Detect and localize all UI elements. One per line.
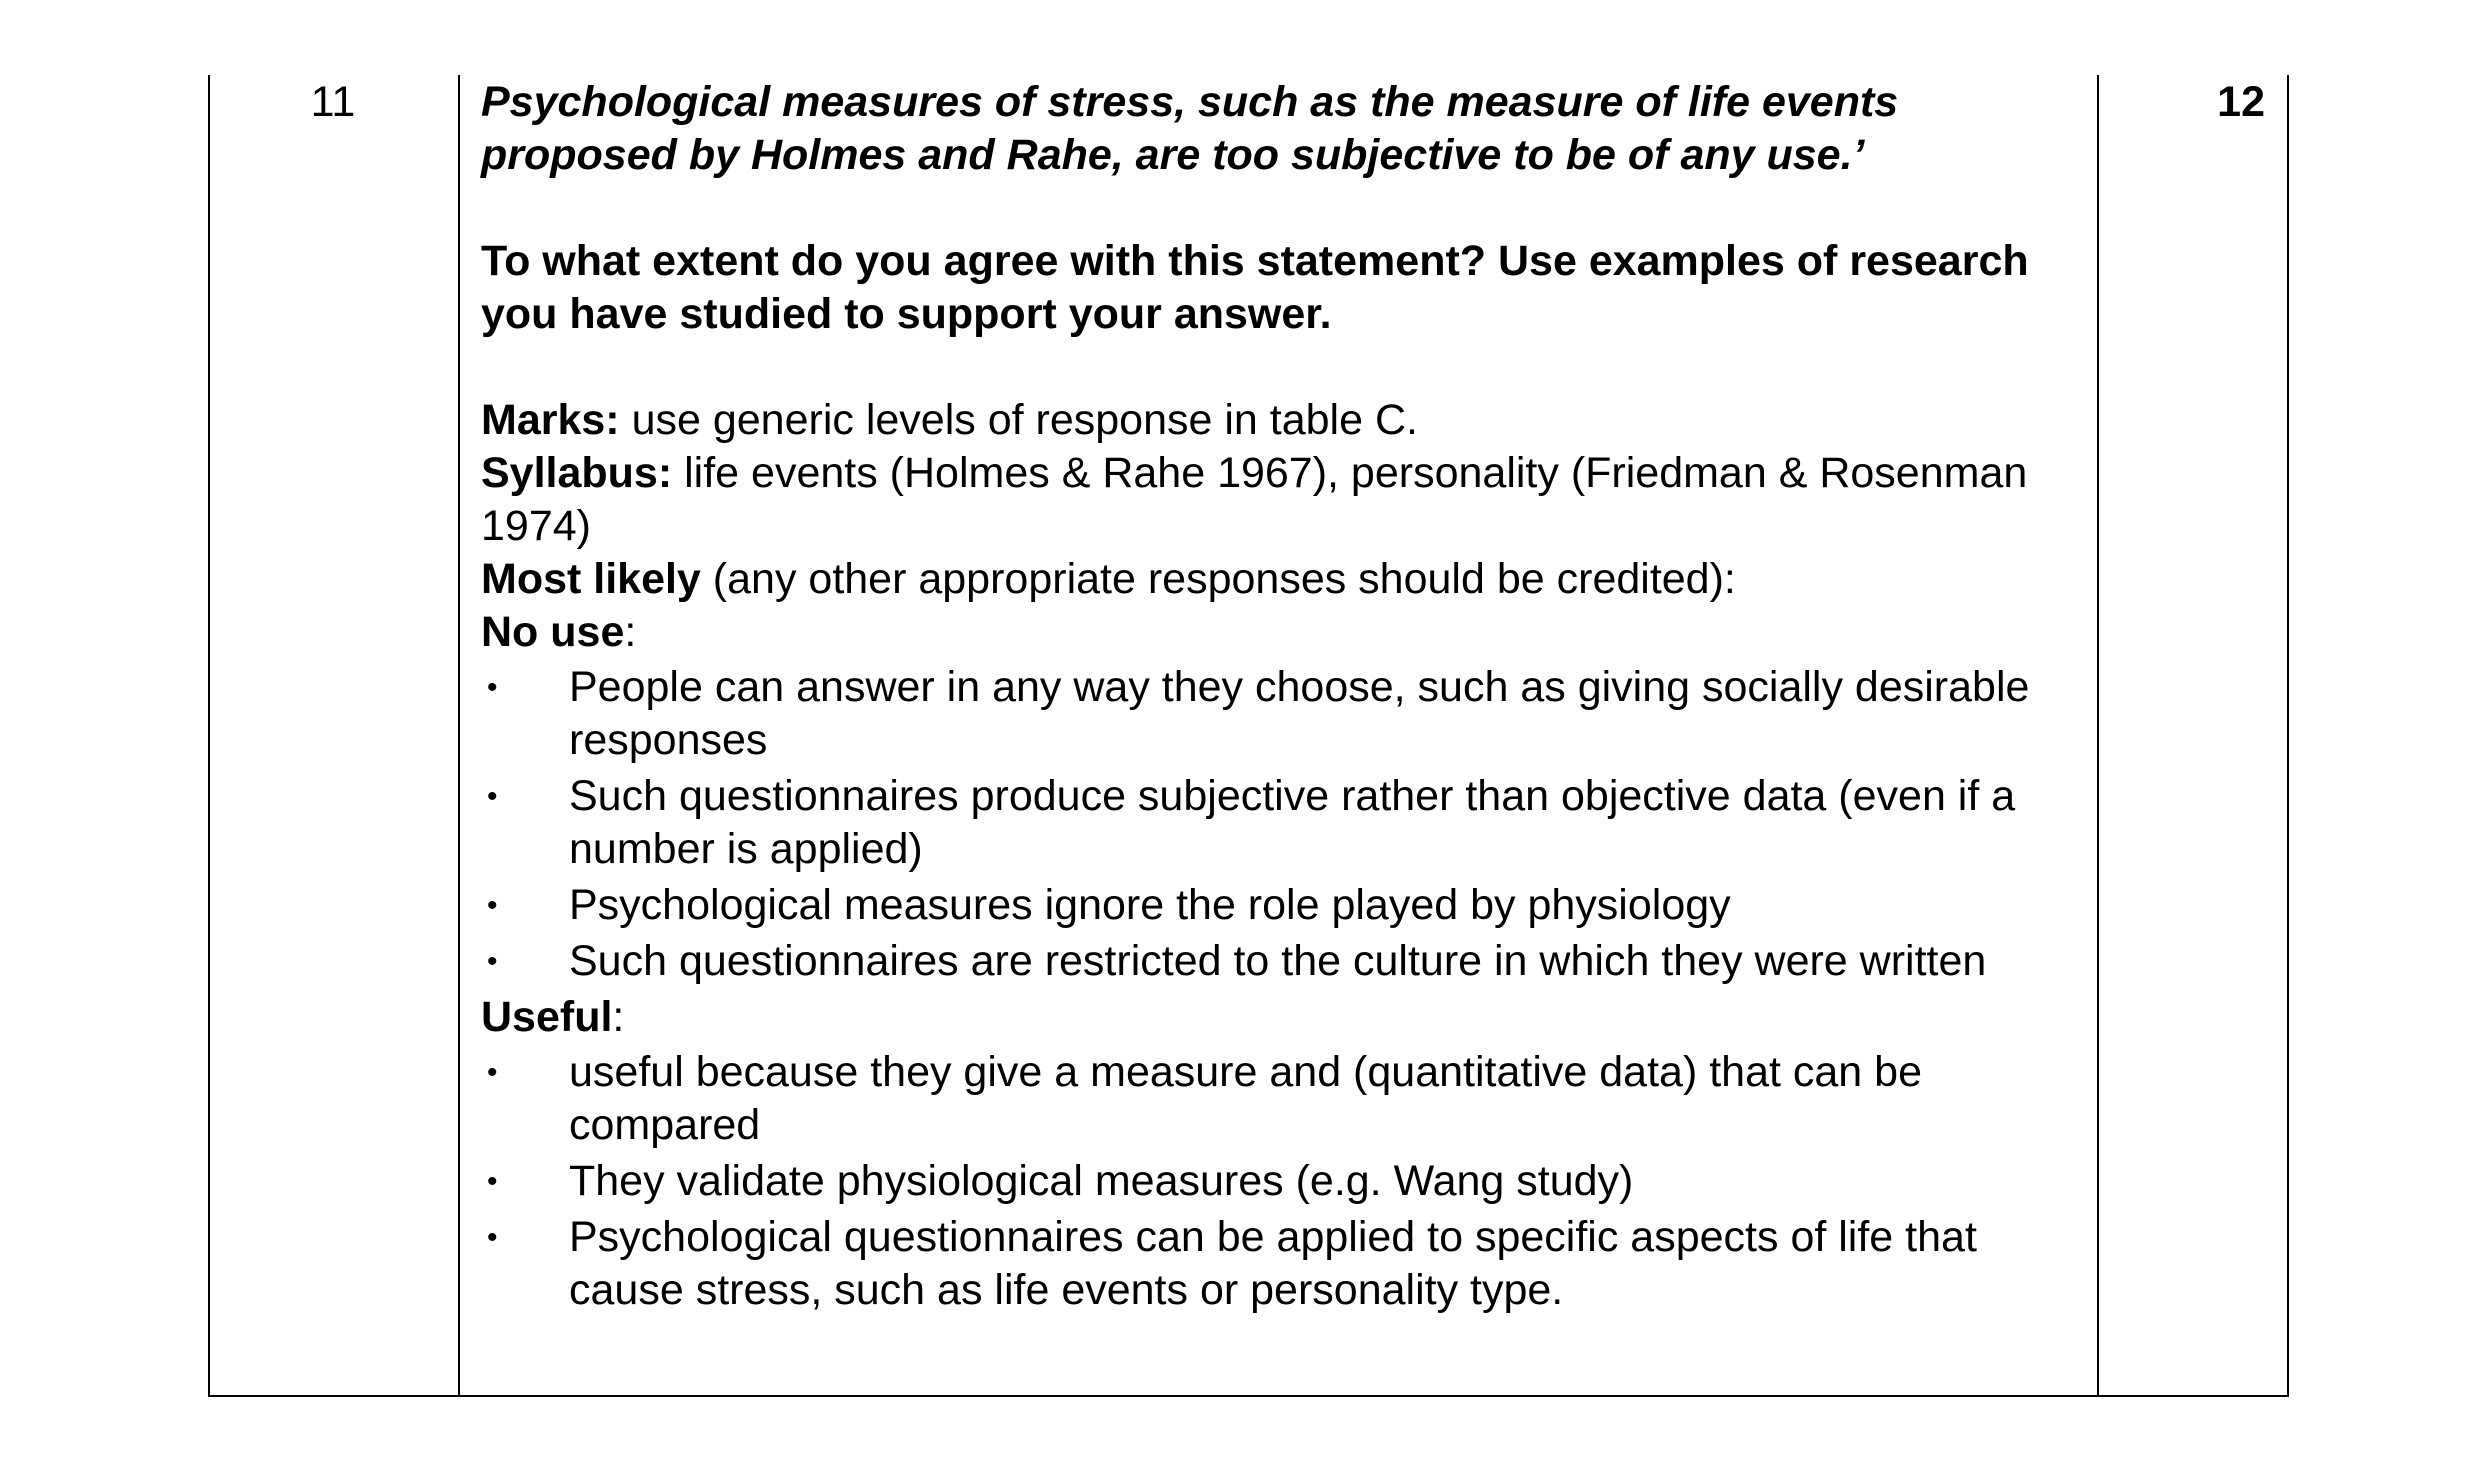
list-item (481, 1155, 2081, 1208)
marks-text: use generic levels of response in table C. (619, 396, 1418, 444)
list-item (481, 1046, 2081, 1152)
useful-list (481, 1046, 2081, 1317)
bullet-icon: • (487, 889, 498, 922)
list-item-text: Psychological questionnaires can be applied to specific aspects of life that cause stress, such as life events or personality type. (569, 1213, 1977, 1314)
answer-guidance (481, 76, 2081, 1320)
bullet-icon: • (487, 1056, 498, 1089)
bullet-icon: • (487, 945, 498, 978)
no-use-label: No use (481, 608, 625, 656)
syllabus-text: life events (Holmes & Rahe 1967), personality (Friedman & Rosenman 1974) (481, 449, 2028, 550)
useful-colon: : (612, 993, 625, 1041)
table-border-right (2287, 75, 2289, 1395)
most-likely-label: Most likely (481, 555, 701, 603)
question-quote: Psychological measures of stress, such as the measure of life events proposed by Holmes and Rahe, are too subjective to be of any use.’ (481, 78, 1899, 179)
most-likely-line (481, 553, 2081, 606)
marks-label: Marks: (481, 396, 620, 444)
list-item-text: They validate physiological measures (e.g. Wang study) (569, 1157, 1634, 1205)
list-item (481, 661, 2081, 767)
list-item-text: useful because they give a measure and (quantitative data) that can be compared (569, 1048, 1922, 1149)
no-use-list (481, 661, 2081, 988)
table-border-left (208, 75, 210, 1395)
useful-label: Useful (481, 993, 613, 1041)
question-prompt: To what extent do you agree with this statement? Use examples of research you have studied to support your answer. (481, 237, 2029, 338)
marks-line (481, 394, 2081, 447)
column-divider-question (458, 75, 460, 1395)
list-item (481, 1211, 2081, 1317)
list-item-text: People can answer in any way they choose, such as giving socially desirable responses (569, 663, 2030, 764)
marks-total: 12 (2217, 78, 2265, 126)
bullet-icon: • (487, 1221, 498, 1254)
list-item (481, 935, 2081, 988)
bullet-icon: • (487, 671, 498, 704)
list-item (481, 770, 2081, 876)
list-item-text: Such questionnaires produce subjective rather than objective data (even if a number is applied) (569, 772, 2016, 873)
syllabus-line (481, 447, 2081, 553)
bullet-icon: • (487, 780, 498, 813)
no-use-colon: : (624, 608, 637, 656)
syllabus-label: Syllabus: (481, 449, 673, 497)
list-item-text: Psychological measures ignore the role played by physiology (569, 881, 1731, 929)
list-item-text: Such questionnaires are restricted to the culture in which they were written (569, 937, 1987, 985)
useful-heading (481, 991, 2081, 1044)
question-number: 11 (310, 78, 356, 126)
no-use-heading (481, 606, 2081, 659)
column-divider-marks (2097, 75, 2099, 1395)
most-likely-text: (any other appropriate responses should be credited): (700, 555, 1736, 603)
bullet-icon: • (487, 1165, 498, 1198)
list-item (481, 879, 2081, 932)
